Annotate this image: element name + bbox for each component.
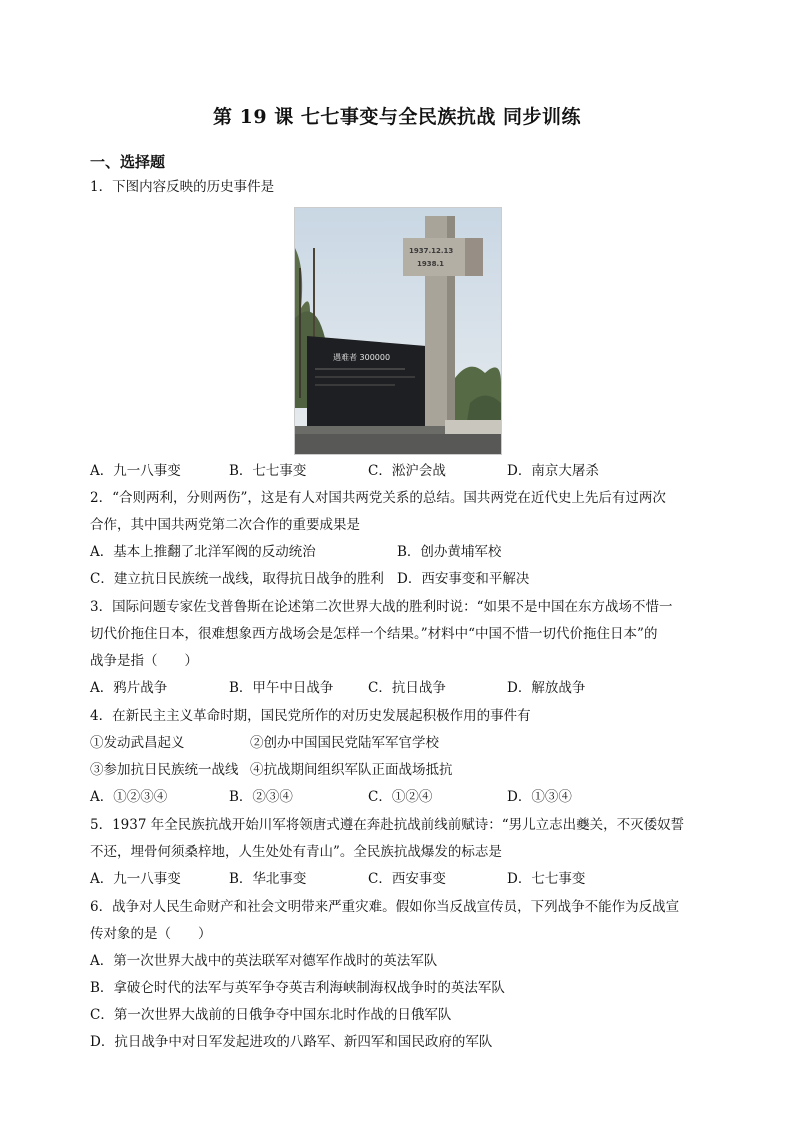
- q4-statement-4: ④抗战期间组织军队正面战场抵抗: [250, 762, 453, 778]
- q4-statement-2: ②创办中国国民党陆军军官学校: [250, 735, 439, 751]
- q2-option-b[interactable]: B．创办黄埔军校: [397, 544, 502, 560]
- question-1-stem: 1．下图内容反映的历史事件是: [90, 179, 275, 195]
- q3-option-c[interactable]: C．抗日战争: [368, 680, 446, 696]
- memorial-photo: [294, 207, 502, 455]
- q3-option-a[interactable]: A．鸦片战争: [90, 680, 168, 696]
- q3-option-d[interactable]: D．解放战争: [507, 680, 586, 696]
- question-2-stem-line-2: 合作，其中国共两党第二次合作的重要成果是: [90, 517, 360, 533]
- q4-statement-1: ①发动武昌起义: [90, 735, 185, 751]
- q1-option-b[interactable]: B．七七事变: [229, 463, 307, 479]
- question-3-stem-line-2: 切代价拖住日本，很难想象西方战场会是怎样一个结果。”材料中“中国不惜一切代价拖住日本”的: [90, 626, 658, 642]
- question-3-options: [90, 678, 710, 698]
- question-5-stem-line-2: 不还，埋骨何须桑梓地，人生处处有青山”。全民族抗战爆发的标志是: [90, 844, 502, 860]
- question-5-options: [90, 869, 710, 889]
- wall-inscription: 遇难者 300000: [333, 353, 391, 362]
- question-4-statements-row-2: [90, 760, 710, 780]
- q2-option-a[interactable]: A．基本上推翻了北洋军阀的反动统治: [90, 544, 316, 560]
- question-6-stem-line-2: 传对象的是（ ）: [90, 926, 212, 942]
- q5-option-d[interactable]: D．七七事变: [507, 871, 586, 887]
- question-2-options-row-1: [90, 542, 710, 562]
- q2-option-c[interactable]: C．建立抗日民族统一战线，取得抗日战争的胜利: [90, 571, 384, 587]
- q5-option-c[interactable]: C．西安事变: [368, 871, 446, 887]
- q5-option-b[interactable]: B．华北事变: [229, 871, 307, 887]
- q6-option-d[interactable]: D．抗日战争中对日军发起进攻的八路军、新四军和国民政府的军队: [90, 1034, 493, 1050]
- question-6-stem-line-1: 6．战争对人民生命财产和社会文明带来严重灾难。假如你当反战宣传员，下列战争不能作为反战宣: [90, 899, 680, 915]
- q1-option-d[interactable]: D．南京大屠杀: [507, 463, 599, 479]
- section-heading: 一、选择题: [90, 153, 166, 171]
- q5-option-a[interactable]: A．九一八事变: [90, 871, 181, 887]
- question-5-stem-line-1: 5．1937 年全民族抗战开始川军将领唐式遵在奔赴抗战前线前赋诗：“男儿立志出夔关，不灭倭奴誓: [90, 817, 685, 833]
- q2-option-d[interactable]: D．西安事变和平解决: [397, 571, 530, 587]
- question-4-stem: 4．在新民主主义革命时期，国民党所作的对历史发展起积极作用的事件有: [90, 708, 531, 724]
- q6-option-a[interactable]: A．第一次世界大战中的英法联军对德军作战时的英法军队: [90, 953, 438, 969]
- question-4-statements-row-1: [90, 733, 710, 753]
- cross-date-bottom: 1938.1: [417, 260, 445, 268]
- question-2-options-row-2: [90, 569, 710, 589]
- question-3-stem-line-1: 3．国际问题专家佐戈普鲁斯在论述第二次世界大战的胜利时说：“如果不是中国在东方战场不惜一: [90, 599, 673, 615]
- cross-date-top: 1937.12.13: [409, 247, 454, 255]
- q6-option-b[interactable]: B．拿破仑时代的法军与英军争夺英吉利海峡制海权战争时的英法军队: [90, 980, 505, 996]
- q4-option-b[interactable]: B．②③④: [229, 789, 293, 805]
- q4-statement-3: ③参加抗日民族统一战线: [90, 762, 239, 778]
- question-3-stem-line-3: 战争是指（ ）: [90, 653, 198, 669]
- question-1-options: [90, 461, 710, 481]
- q4-option-a[interactable]: A．①②③④: [90, 789, 168, 805]
- q4-option-c[interactable]: C．①②④: [368, 789, 433, 805]
- q6-option-c[interactable]: C．第一次世界大战前的日俄争夺中国东北时作战的日俄军队: [90, 1007, 452, 1023]
- q1-option-c[interactable]: C．淞沪会战: [368, 463, 446, 479]
- page-title: 第 19 课 七七事变与全民族抗战 同步训练: [213, 106, 581, 128]
- question-4-options: [90, 787, 710, 807]
- memorial-cross-image: [295, 208, 501, 454]
- question-2-stem-line-1: 2．“合则两利，分则两伤”，这是有人对国共两党关系的总结。国共两党在近代史上先后有过两次: [90, 490, 666, 506]
- q3-option-b[interactable]: B．甲午中日战争: [229, 680, 334, 696]
- q4-option-d[interactable]: D．①③④: [507, 789, 572, 805]
- q1-option-a[interactable]: A．九一八事变: [90, 463, 181, 479]
